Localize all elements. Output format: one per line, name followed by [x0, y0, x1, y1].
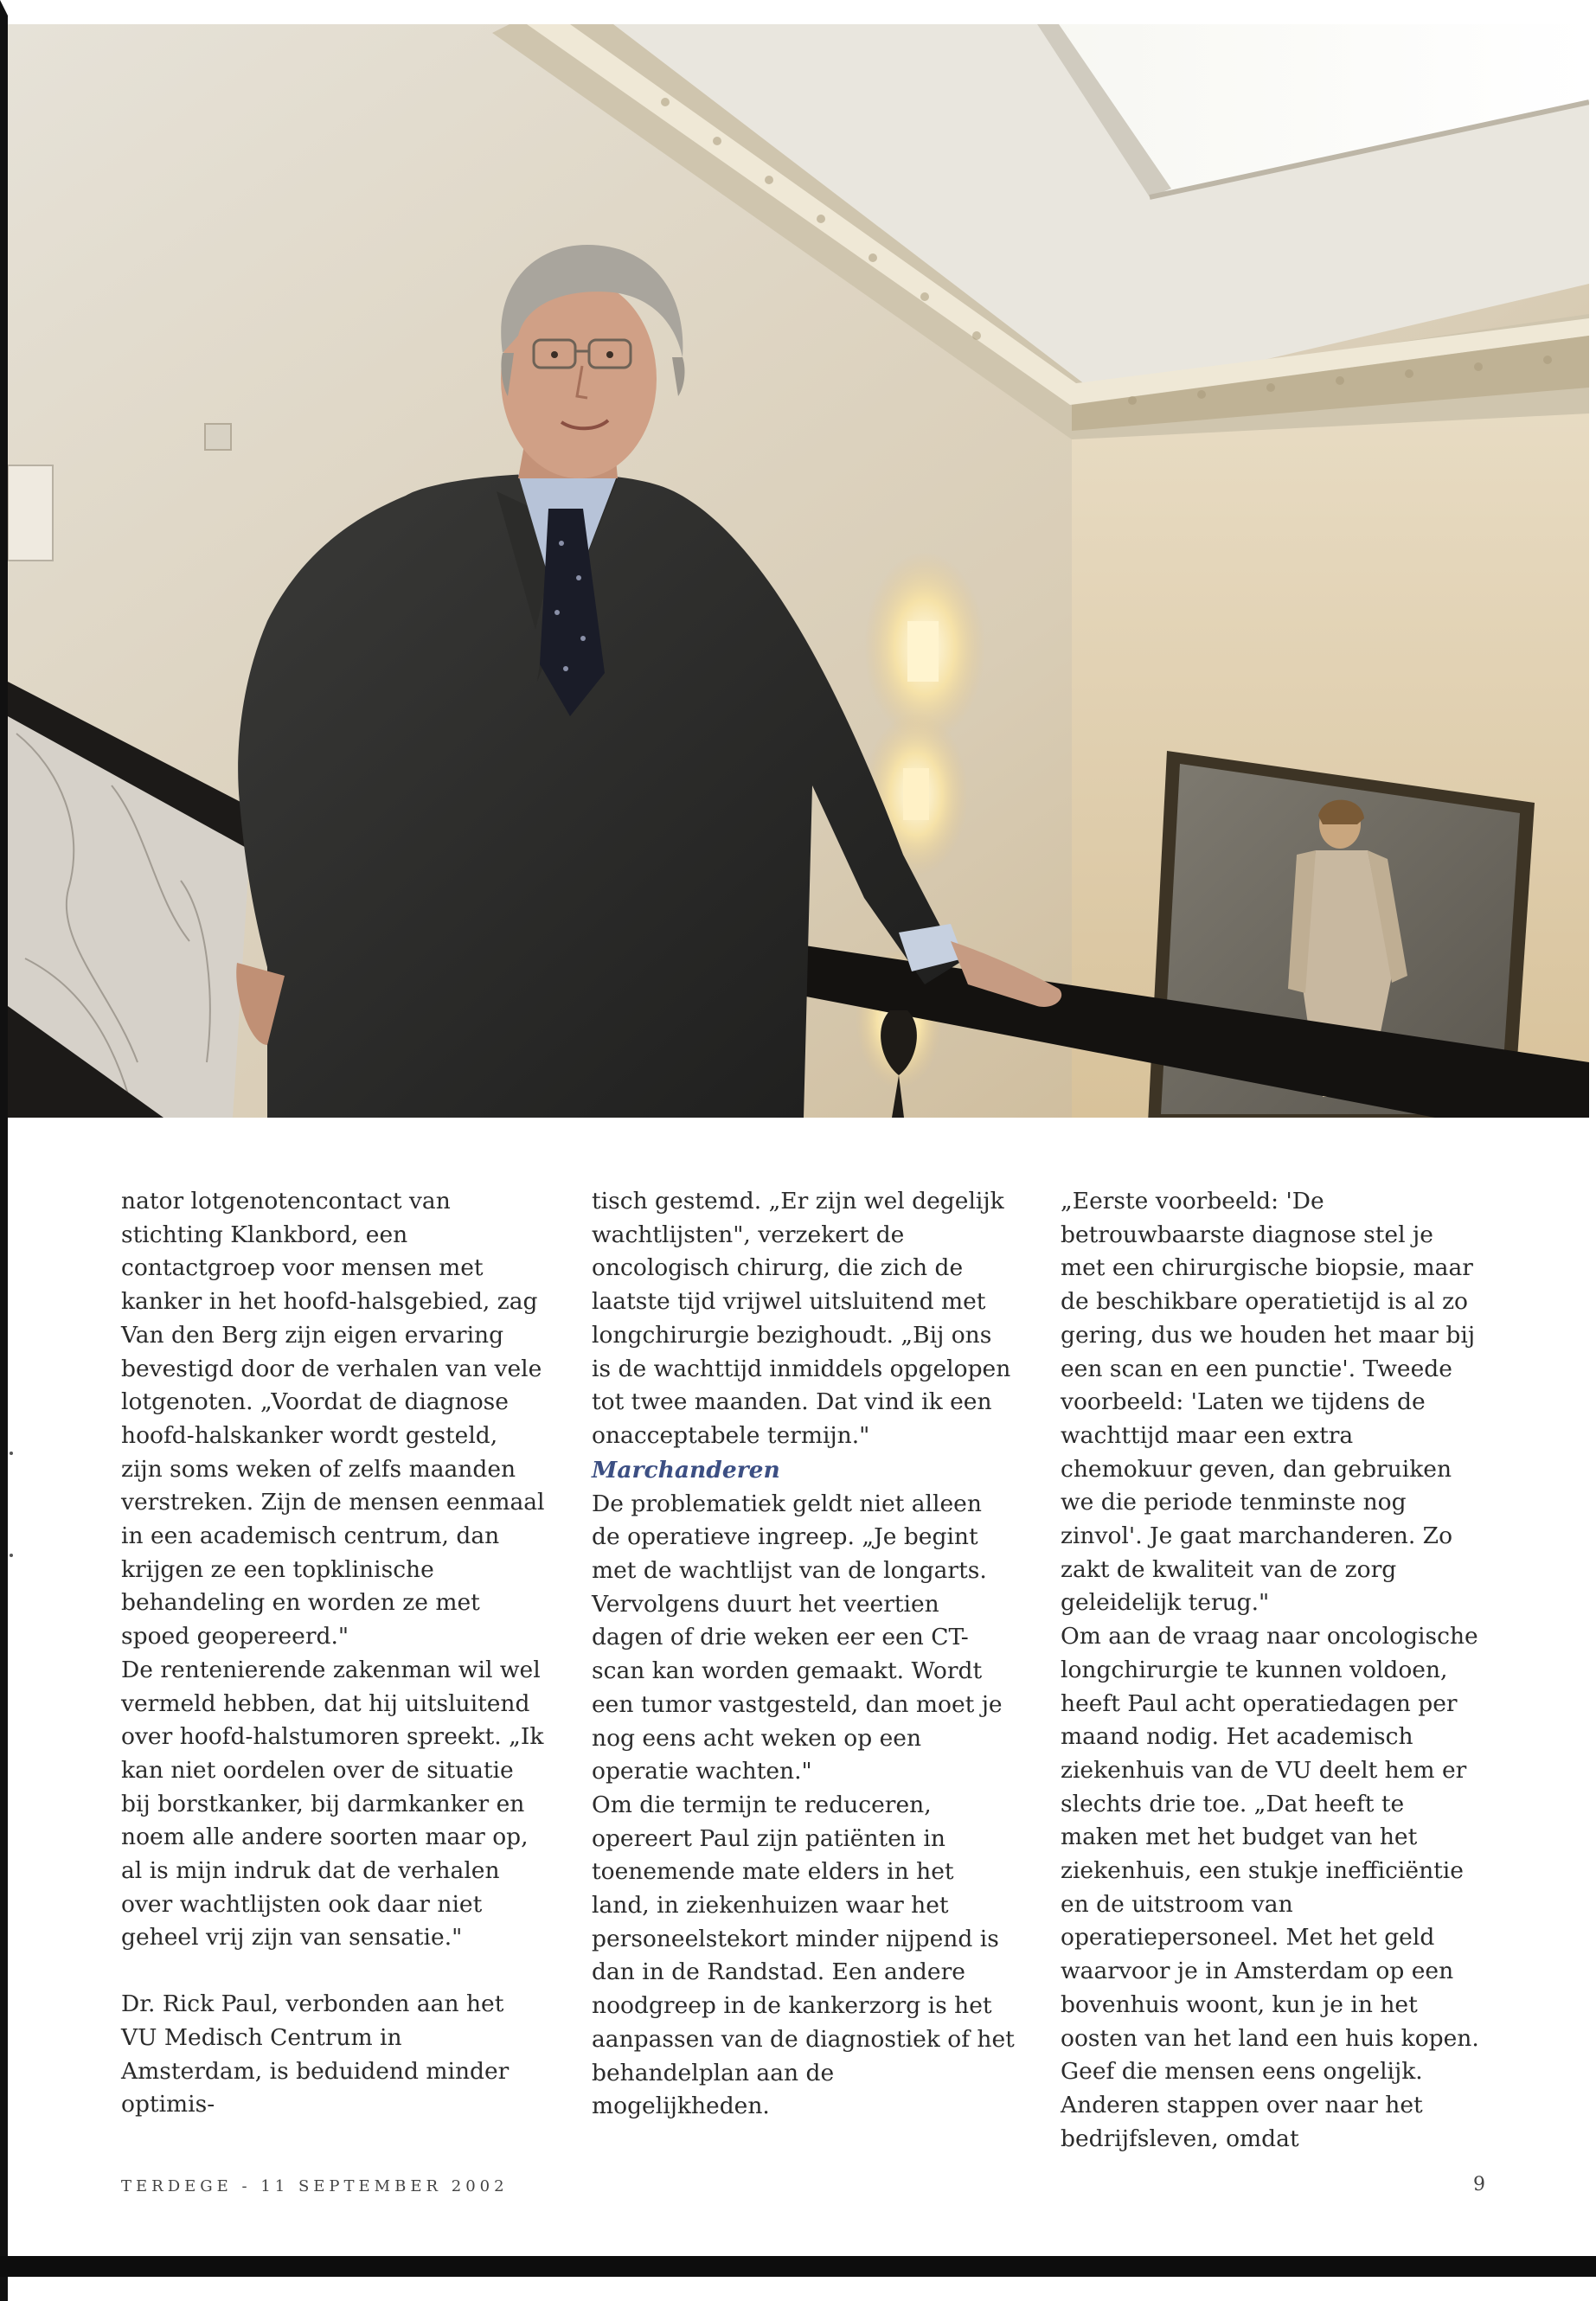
column-2-paragraph-2: De problematiek geldt niet alleen de operatieve ingreep. „Je begint met de wachtlijst van de longarts. Vervolgens duurt het veertien dagen of drie weken eer een CT-scan kan worden gemaakt. Wordt een tumor vastgesteld, dan moet je nog eens acht weken op een operatie wachten.": [592, 1490, 1003, 1785]
column-2-paragraph-1: tisch gestemd. „Er zijn wel degelijk wachtlijsten", verzekert de oncologisch chirurg, die zich de laatste tijd vrijwel uitsluitend met longchirurgie bezighoudt. „Bij ons is de wachttijd inmiddels opgelopen tot twee maanden. Dat vind ik een onacceptabele termijn.": [592, 1188, 1011, 1449]
article-body: [0, 1185, 1596, 2152]
column-1-paragraph-3: Dr. Rick Paul, verbonden aan het VU Medisch Centrum in Amsterdam, is beduidend minder optimis-: [121, 1990, 510, 2118]
article-photo: [8, 24, 1589, 1118]
column-1-paragraph-2: De rentenierende zakenman wil wel vermeld hebben, dat hij uitsluitend over hoofd-halstumoren spreekt. „Ik kan niet oordelen over de situatie bij borstkanker, bij darmkanker en noem alle andere soorten maar op, al is mijn indruk dat de verhalen over wachtlijsten ook daar niet geheel vrij zijn van sensatie.": [121, 1656, 544, 1952]
column-2: [592, 1185, 1016, 2124]
column-3: [1061, 1185, 1484, 2156]
column-3-paragraph-1: „Eerste voorbeeld: 'De betrouwbaarste diagnose stel je met een chirurgische biopsie, maar de beschikbare operatietijd is al zo gering, dus we houden het maar bij een scan en een punctie'. Tweede voorbeeld: 'Laten we tijdens de wachttijd maar een extra chemokuur geven, dan gebruiken we die periode tenminste nog zinvol'. Je gaat marchanderen. Zo zakt de kwaliteit van de zorg geleidelijk terug.": [1061, 1188, 1476, 1617]
section-subheading: Marchanderen: [592, 1456, 780, 1484]
footer-publication: TERDEGE - 11 SEPTEMBER 2002: [121, 2177, 509, 2195]
column-1: [121, 1185, 545, 2122]
scan-mark: [10, 1452, 13, 1455]
page-number: 9: [1473, 2174, 1485, 2195]
column-3-paragraph-2: Om aan de vraag naar oncologische longchirurgie te kunnen voldoen, heeft Paul acht operatiedagen per maand nodig. Het academisch ziekenhuis van de VU deelt hem er slechts drie toe. „Dat heeft te maken met het budget van het ziekenhuis, een stukje inefficiëntie en de uitstroom van operatiepersoneel. Met het geld waarvoor je in Amsterdam op een bovenhuis woont, kun je in het oosten van het land een huis kopen. Geef die mensen eens ongelijk. Anderen stappen over naar het bedrijfsleven, omdat: [1061, 1623, 1479, 2152]
column-2-paragraph-3: Om die termijn te reduceren, opereert Paul zijn patiënten in toenemende mate elders in het land, in ziekenhuizen waar het personeelstekort minder nijpend is dan in de Randstad. Een andere noodgreep in de kankerzorg is het aanpassen van de diagnostiek of het behandelplan aan de mogelijkheden.: [592, 1791, 1015, 2120]
scan-mark: [10, 1554, 13, 1557]
scan-bottom-edge: [0, 2256, 1596, 2277]
column-1-paragraph-1: nator lotgenotencontact van stichting Klankbord, een contactgroep voor mensen met kanker in het hoofd-halsgebied, zag Van den Berg zijn eigen ervaring bevestigd door de verhalen van vele lotgenoten. „Voordat de diagnose hoofd-halskanker wordt gesteld, zijn soms weken of zelfs maanden verstreken. Zijn de mensen eenmaal in een academisch centrum, dan krijgen ze een topklinische behandeling en worden ze met spoed geopereerd.": [121, 1188, 545, 1650]
